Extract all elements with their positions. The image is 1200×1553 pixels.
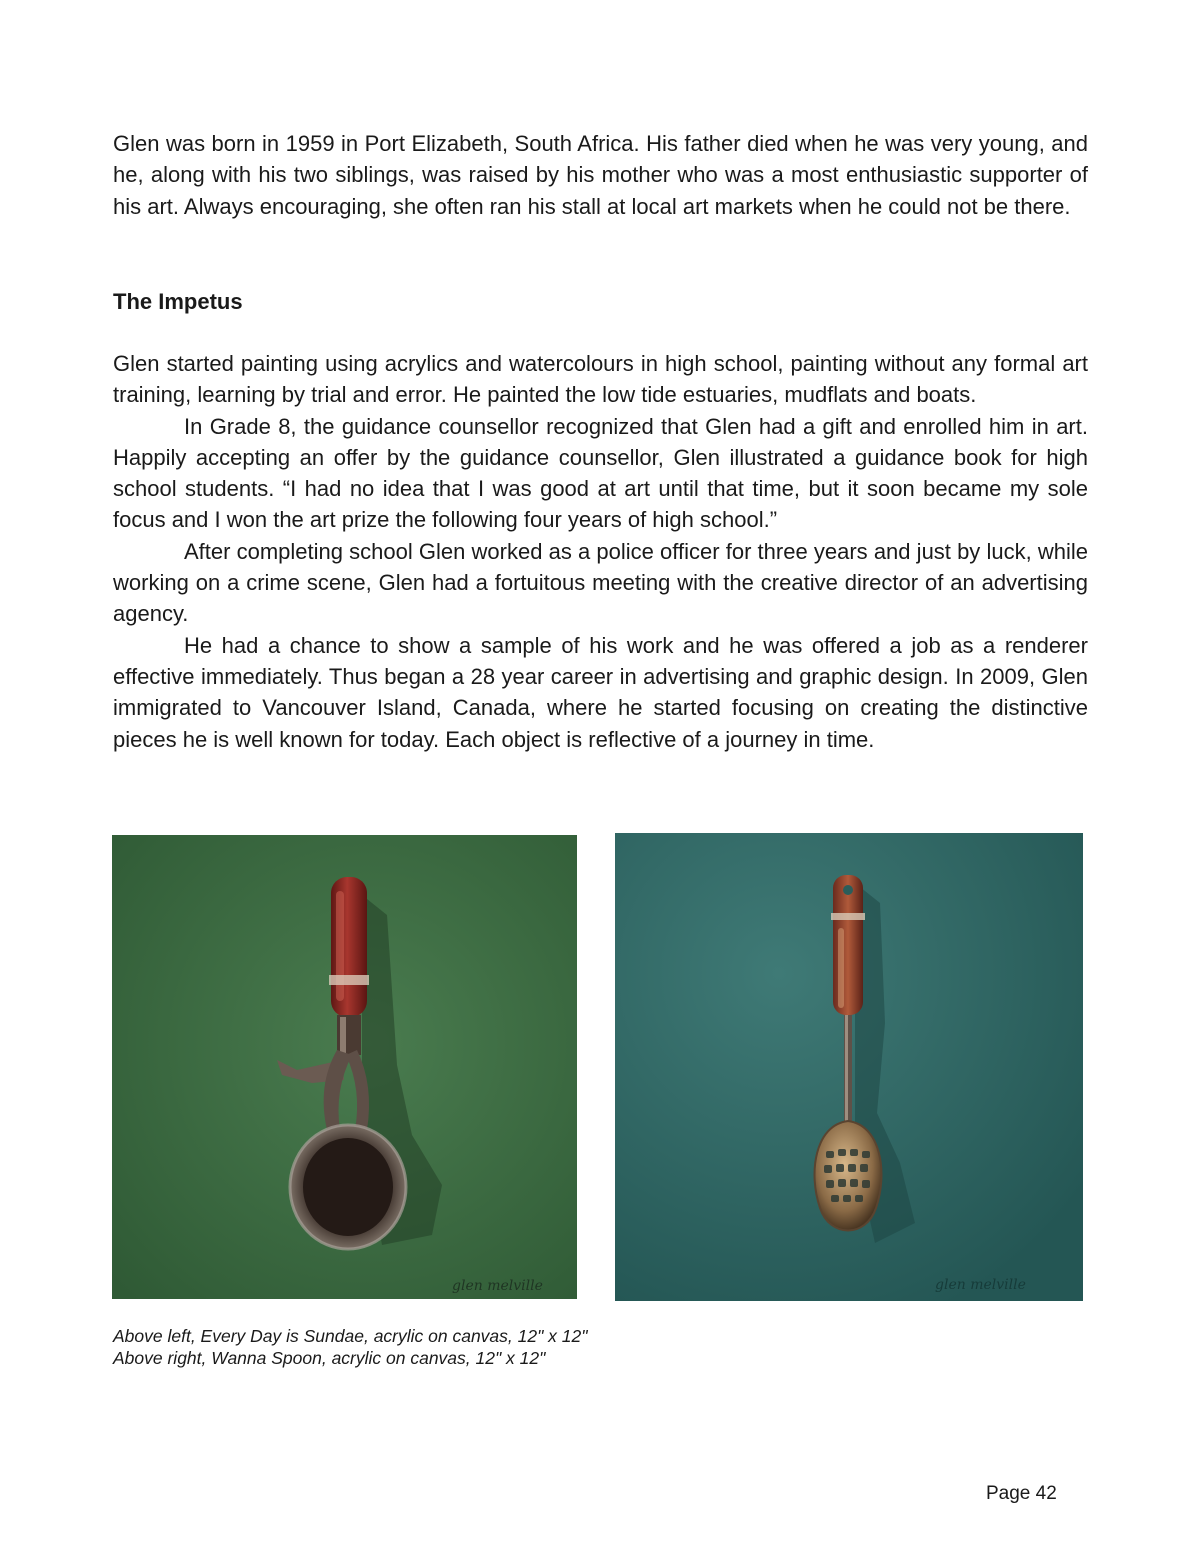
paragraph-1: Glen started painting using acrylics and watercolours in high school, painting without any formal art training, learning by trial and error. He painted the low tide estuaries, mudflats and boats. (113, 351, 1088, 408)
paragraph-2: In Grade 8, the guidance counsellor recognized that Glen had a gift and enrolled him in art. Happily accepting an offer by the guidance counsellor, Glen illustrated a guidance book for high school students. “I had no idea that I was good at art until that time, but it soon became my sole focus and I won the art prize the following four years of high school.” (113, 413, 1088, 533)
signature-right: glen melville (935, 1277, 1026, 1293)
intro-paragraph: Glen was born in 1959 in Port Elizabeth, South Africa. His father died when he was very young, and he, along with his two siblings, was raised by his mother who was a most enthusiastic supporter of his art. Always encouraging, she often ran his stall at local art markets when he could not be there. (113, 131, 1088, 219)
ice-cream-scoop-image (112, 835, 577, 1299)
section-heading: The Impetus (113, 289, 243, 314)
page-number: Page 42 (986, 1483, 1057, 1504)
painting-wanna-spoon (615, 833, 1083, 1301)
paragraph-4: He had a chance to show a sample of his work and he was offered a job as a renderer effective immediately. Thus began a 28 year career in advertising and graphic design. In 2009, Glen immigrated to Vancouver Island, Canada, where he started focusing on creating the distinctive pieces he is well known for today. Each object is reflective of a journey in time. (113, 632, 1088, 752)
slotted-spoon-image (615, 833, 1083, 1301)
paragraph-3: After completing school Glen worked as a police officer for three years and just by luck, while working on a crime scene, Glen had a fortuitous meeting with the creative director of an advertising agency. (113, 538, 1088, 627)
image-captions (113, 1325, 587, 1369)
signature-left: glen melville (452, 1278, 543, 1294)
painting-every-day-is-sundae (112, 835, 577, 1299)
body-paragraphs (113, 348, 1088, 755)
caption-right: Above right, Wanna Spoon, acrylic on canvas, 12" x 12" (113, 1348, 546, 1368)
caption-left: Above left, Every Day is Sundae, acrylic on canvas, 12" x 12" (113, 1326, 588, 1346)
